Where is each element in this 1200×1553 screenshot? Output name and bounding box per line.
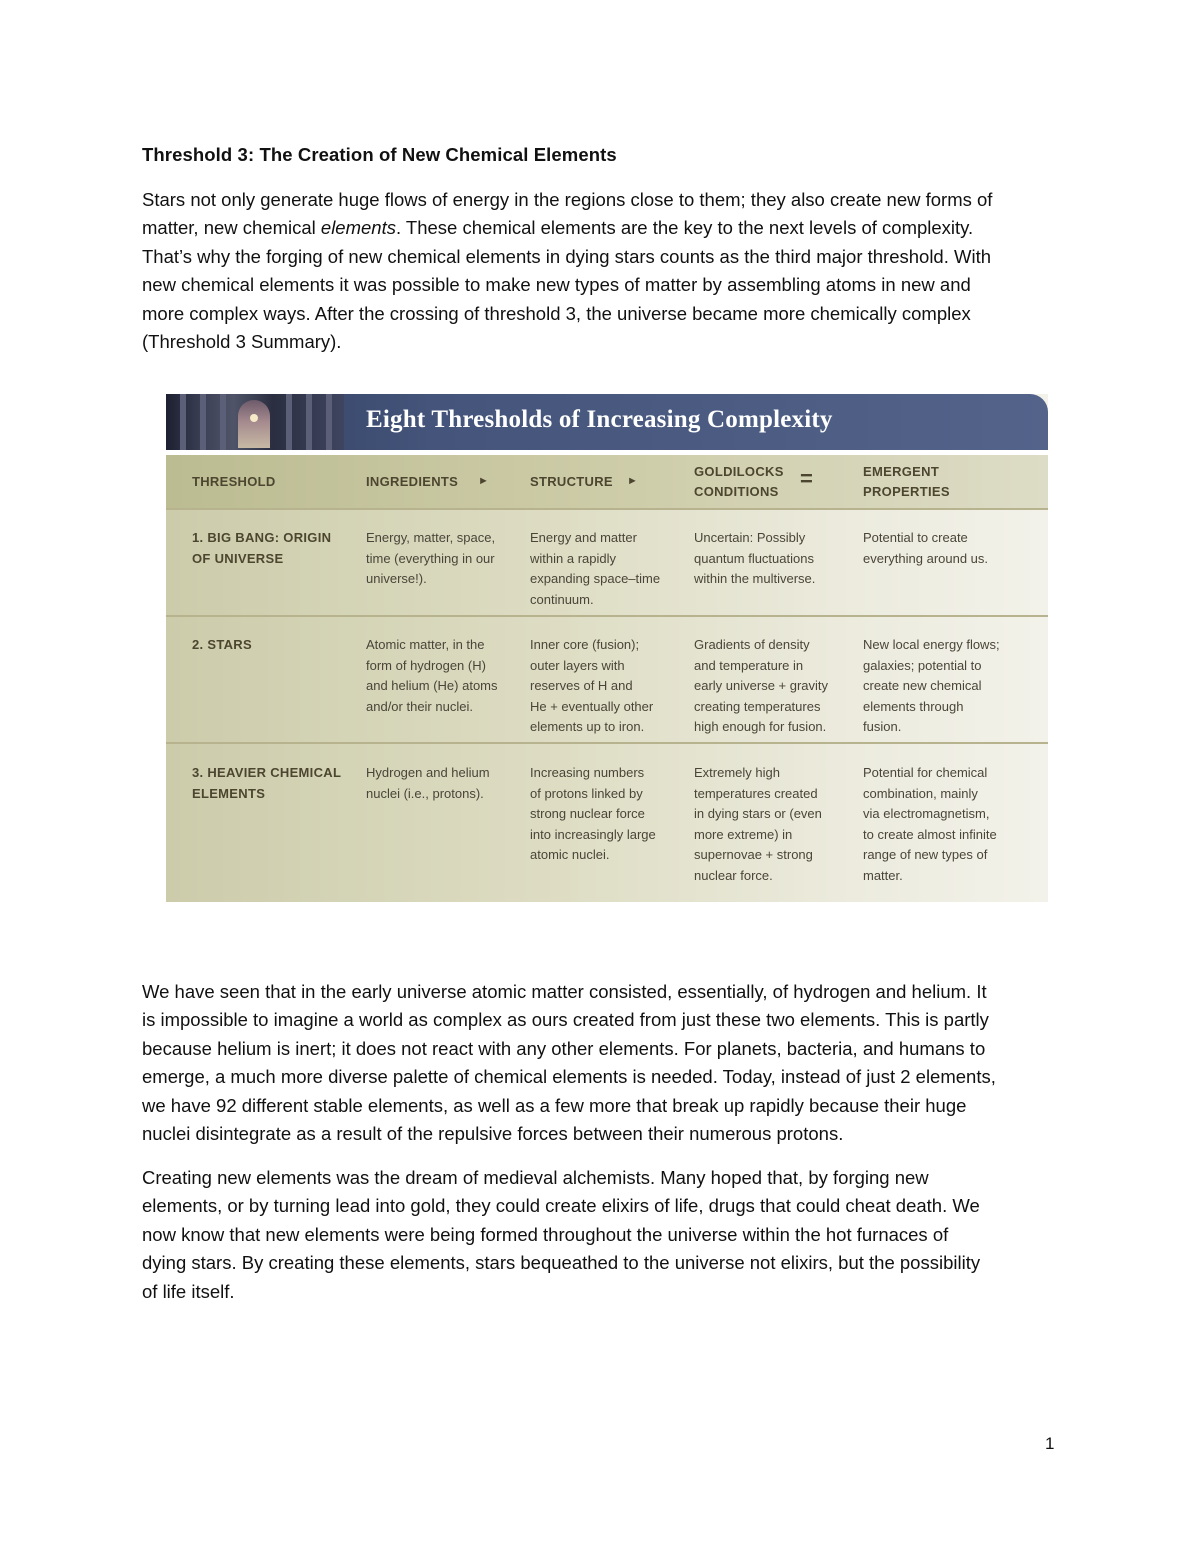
pillar-shape [180, 394, 186, 450]
cell-line: of protons linked by [530, 785, 643, 801]
pillar-shape [220, 394, 226, 450]
thresholds-figure [166, 394, 1048, 902]
cell-line: within a rapidly [530, 550, 616, 566]
header-emergent-line1: EMERGENT [863, 464, 940, 479]
cell-line: combination, mainly [863, 785, 978, 801]
row2-ingredients [366, 635, 498, 717]
row3-goldilocks [694, 763, 822, 887]
equals-icon: = [800, 466, 813, 491]
cell-line: quantum fluctuations [694, 550, 814, 566]
header-goldilocks-line2: CONDITIONS [694, 484, 779, 499]
cell-line: and/or their nuclei. [366, 698, 473, 714]
text-line: elements, or by turning lead into gold, they could create elixirs of life, drugs that could cheat death. We [142, 1195, 980, 1217]
cell-line: fusion. [863, 719, 902, 735]
pillar-shape [286, 394, 292, 450]
cell-line: strong nuclear force [530, 806, 645, 822]
row3-structure [530, 763, 656, 866]
cell-line: He + eventually other [530, 698, 654, 714]
arrow-right-icon: ► [627, 475, 638, 487]
cell-line: via electromagnetism, [863, 806, 990, 822]
emphasized-word: elements [320, 217, 396, 239]
row1-emergent [863, 528, 988, 569]
cell-line: supernovae + strong [694, 847, 813, 863]
row1-structure [530, 528, 660, 610]
cell-line: time (everything in our [366, 550, 495, 566]
row2-threshold-name [192, 635, 252, 656]
header-threshold: THRESHOLD [192, 474, 276, 489]
figure-title: Eight Thresholds of Increasing Complexity [366, 406, 833, 433]
row1-ingredients [366, 528, 495, 590]
pillar-shape [326, 394, 332, 450]
text-line [142, 214, 1072, 242]
row-separator [166, 615, 1048, 617]
header-emergent-line2: PROPERTIES [863, 484, 950, 499]
page-number: 1 [1045, 1434, 1055, 1453]
cell-line: atomic nuclei. [530, 847, 610, 863]
text-line: Creating new elements was the dream of medieval alchemists. Many hoped that, by forging new [142, 1167, 929, 1188]
text-line: (Threshold 3 Summary). [142, 331, 342, 353]
table-header-row [166, 455, 1048, 508]
text-line: That’s why the forging of new chemical elements in dying stars counts as the third major threshold. With [142, 245, 992, 267]
cell-line: 1. BIG BANG: ORIGIN [192, 530, 332, 545]
text-line: is impossible to imagine a world as complex as ours created from just these two elements. This is partly [142, 1009, 989, 1031]
cell-line: into increasingly large [530, 826, 656, 842]
row3-ingredients [366, 763, 490, 804]
cell-line: high enough for fusion. [694, 719, 827, 735]
cell-line: within the multiverse. [694, 571, 816, 587]
text-line: we have 92 different stable elements, as well as a few more that break up rapidly because their huge [142, 1094, 967, 1116]
cell-line: continuum. [530, 591, 594, 607]
cell-line: early universe + gravity [694, 678, 829, 694]
cell-line: reserves of H and [530, 678, 633, 694]
paragraph-early-universe [142, 978, 1072, 1148]
text-span: matter, new chemical [142, 217, 321, 239]
header-structure: STRUCTURE [530, 474, 613, 489]
cell-line: universe!). [366, 571, 427, 587]
row3-threshold-name [192, 763, 341, 804]
text-line: now know that new elements were being formed throughout the universe within the hot furnaces of [142, 1223, 949, 1245]
row-separator [166, 508, 1048, 510]
cell-line: expanding space–time [530, 571, 661, 587]
cell-line: Atomic matter, in the [366, 637, 485, 652]
cell-line: Hydrogen and helium [366, 765, 490, 780]
header-goldilocks-line1: GOLDILOCKS [694, 464, 784, 479]
cell-line: Gradients of density [694, 637, 810, 652]
header-ingredients: INGREDIENTS [366, 474, 459, 489]
text-span: . These chemical elements are the key to the next levels of complexity. [395, 217, 974, 239]
cell-line: more extreme) in [694, 826, 793, 842]
cell-line: elements up to iron. [530, 719, 645, 735]
text-line: more complex ways. After the crossing of threshold 3, the universe became more chemically complex [142, 302, 971, 324]
cell-line: to create almost infinite [863, 826, 997, 842]
text-line: dying stars. By creating these elements, stars bequeathed to the universe not elixirs, but the possibility [142, 1252, 981, 1274]
cell-line: OF UNIVERSE [192, 550, 284, 566]
cell-line: galaxies; potential to [863, 657, 982, 673]
pillar-shape [200, 394, 206, 450]
arrow-right-icon: ► [478, 475, 489, 487]
row3-emergent [863, 763, 997, 887]
cell-line: Energy, matter, space, [366, 530, 496, 545]
cell-line: create new chemical [863, 678, 982, 694]
cell-line: Inner core (fusion); [530, 637, 640, 652]
paragraph-alchemists [142, 1164, 1072, 1306]
light-shape [250, 414, 258, 422]
cell-line: and temperature in [694, 657, 804, 673]
cell-line: and helium (He) atoms [366, 678, 498, 694]
pillar-shape [306, 394, 312, 450]
cell-line: Extremely high [694, 765, 780, 780]
row2-goldilocks [694, 635, 828, 738]
cell-line: Potential to create [863, 530, 968, 545]
text-line: new chemical elements it was possible to make new types of matter by assembling atoms in new and [142, 274, 971, 296]
cell-line: Potential for chemical [863, 765, 988, 780]
row1-threshold-name [192, 528, 331, 569]
cell-line: Energy and matter [530, 530, 637, 545]
row1-goldilocks [694, 528, 815, 590]
cell-line: range of new types of [863, 847, 988, 863]
text-line: because helium is inert; it does not react with any other elements. For planets, bacteria, and humans to [142, 1037, 986, 1059]
cell-line: matter. [863, 867, 903, 883]
row-separator [166, 742, 1048, 744]
text-line: nuclei disintegrate as a result of the repulsive forces between their numerous protons. [142, 1123, 844, 1145]
row2-structure [530, 635, 653, 738]
cell-line: New local energy flows; [863, 637, 1000, 652]
text-line: emerge, a much more diverse palette of chemical elements is needed. Today, instead of just 2 elements, [142, 1066, 996, 1088]
doorway-shape [238, 400, 270, 448]
cell-line: outer layers with [530, 657, 625, 673]
cell-line: 2. STARS [192, 637, 252, 652]
cell-line: form of hydrogen (H) [366, 657, 486, 673]
cell-line: elements through [863, 698, 964, 714]
cell-line: in dying stars or (even [694, 806, 822, 822]
cell-line: ELEMENTS [192, 785, 266, 801]
cell-line: creating temperatures [694, 698, 821, 714]
cell-line: nuclei (i.e., protons). [366, 785, 484, 801]
text-line: We have seen that in the early universe atomic matter consisted, essentially, of hydrogen and helium. It [142, 981, 987, 1002]
cell-line: nuclear force. [694, 867, 773, 883]
cell-line: Increasing numbers [530, 765, 645, 780]
text-line: Stars not only generate huge flows of energy in the regions close to them; they also create new forms of [142, 189, 993, 210]
text-line: of life itself. [142, 1280, 235, 1302]
row2-emergent [863, 635, 1000, 738]
cell-line: Uncertain: Possibly [694, 530, 806, 545]
figure-thumbnail-image [166, 394, 344, 450]
section-heading: Threshold 3: The Creation of New Chemical Elements [142, 144, 617, 165]
cell-line: everything around us. [863, 550, 989, 566]
cell-line: 3. HEAVIER CHEMICAL [192, 765, 342, 780]
cell-line: temperatures created [694, 785, 818, 801]
paragraph-intro [142, 186, 1072, 356]
